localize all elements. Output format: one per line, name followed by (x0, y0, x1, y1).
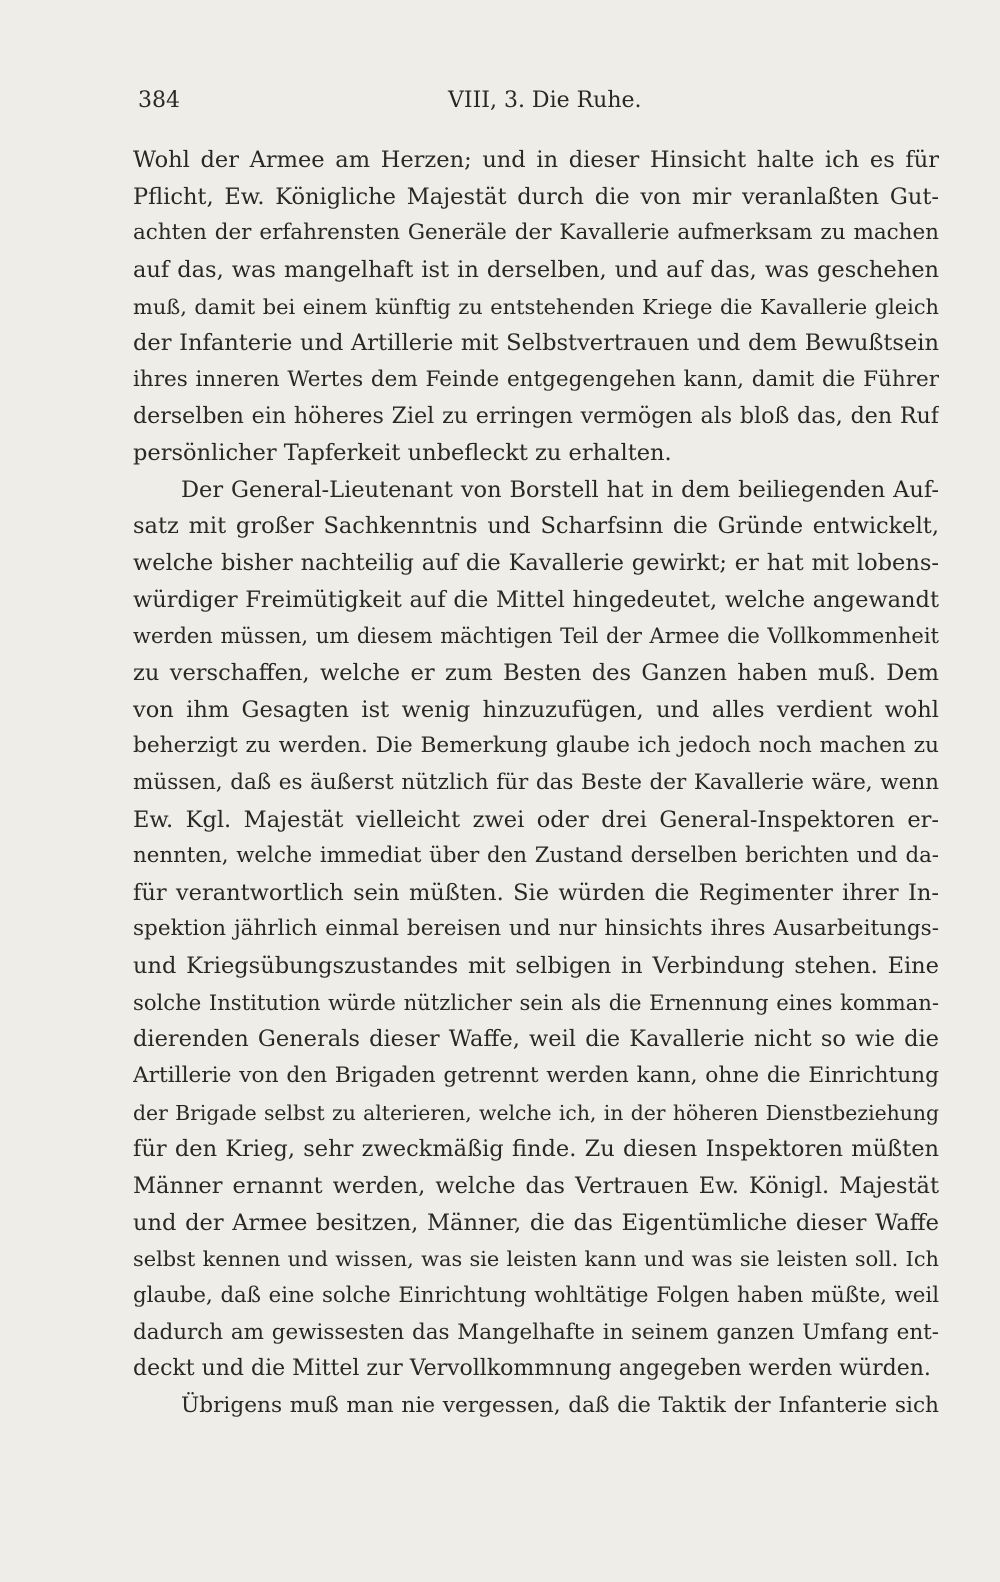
running-head: VIII, 3. Die Ruhe. (448, 88, 642, 113)
text-line: satz mit großer Sachkenntnis und Scharfsinn die Gründe entwickelt, (133, 513, 939, 540)
text-line: persönlicher Tapferkeit unbefleckt zu erhalten. (133, 440, 672, 467)
page-number: 384 (138, 88, 180, 113)
text-line: von ihm Gesagten ist wenig hinzuzufügen, und alles verdient wohl (133, 696, 939, 723)
text-line: der Infanterie und Artillerie mit Selbstvertrauen und dem Bewußtsein (133, 330, 939, 357)
text-line: beherzigt zu werden. Die Bemerkung glaube ich jedoch noch machen zu (133, 733, 939, 759)
text-line: spektion jährlich einmal bereisen und nur hinsichts ihres Ausarbeitungs- (133, 916, 939, 942)
text-line: auf das, was mangelhaft ist in derselben, und auf das, was geschehen (133, 256, 939, 283)
text-line: achten der erfahrensten Generäle der Kavallerie aufmerksam zu machen (133, 220, 939, 246)
text-line: werden müssen, um diesem mächtigen Teil der Armee die Vollkommenheit (133, 623, 939, 649)
text-line: der Brigade selbst zu alterieren, welche ich, in der höheren Dienstbeziehung (133, 1100, 939, 1125)
text-line: für den Krieg, sehr zweckmäßig finde. Zu diesen Inspektoren müßten (133, 1136, 939, 1163)
text-line: würdiger Freimütigkeit auf die Mittel hingedeutet, welche angewandt (133, 586, 939, 613)
text-line: solche Institution würde nützlicher sein als die Ernennung eines komman- (133, 989, 939, 1015)
text-line: nennten, welche immediat über den Zustand derselben berichten und da- (133, 843, 939, 869)
text-line: und der Armee besitzen, Männer, die das Eigentümliche dieser Waffe (133, 1209, 939, 1236)
text-line: Der General-Lieutenant von Borstell hat in dem beiliegenden Auf- (181, 476, 939, 503)
text-line: derselben ein höheres Ziel zu erringen vermögen als bloß das, den Ruf (133, 403, 939, 430)
text-line: glaube, daß eine solche Einrichtung wohltätige Folgen haben müßte, weil (133, 1282, 939, 1308)
text-line: deckt und die Mittel zur Vervollkommnung angegeben werden würden. (133, 1356, 931, 1382)
text-line: muß, damit bei einem künftig zu entstehenden Kriege die Kavallerie gleich (133, 294, 939, 319)
text-line: Pflicht, Ew. Königliche Majestät durch die von mir veranlaßten Gut- (133, 183, 939, 210)
text-line: zu verschaffen, welche er zum Besten des Ganzen haben muß. Dem (133, 659, 939, 686)
text-line: Ew. Kgl. Majestät vielleicht zwei oder drei General-Inspektoren er- (133, 806, 939, 833)
text-line: für verantwortlich sein müßten. Sie würden die Regimenter ihrer In- (133, 879, 939, 906)
text-line: selbst kennen und wissen, was sie leisten kann und was sie leisten soll. Ich (133, 1247, 939, 1272)
text-line: Wohl der Armee am Herzen; und in dieser Hinsicht halte ich es für (133, 147, 939, 173)
body-text (133, 142, 939, 1424)
text-line: Artillerie von den Brigaden getrennt werden kann, ohne die Einrichtung (133, 1063, 939, 1089)
text-line: dadurch am gewissesten das Mangelhafte in seinem ganzen Umfang ent- (133, 1319, 939, 1345)
page-header (138, 88, 938, 122)
text-line: müssen, daß es äußerst nützlich für das Beste der Kavallerie wäre, wenn (133, 769, 939, 795)
text-line: und Kriegsübungszustandes mit selbigen in Verbindung stehen. Eine (133, 953, 939, 980)
text-line: Männer ernannt werden, welche das Vertrauen Ew. Königl. Majestät (133, 1172, 939, 1199)
text-line: ihres inneren Wertes dem Feinde entgegengehen kann, damit die Führer (133, 366, 939, 392)
text-line: dierenden Generals dieser Waffe, weil die Kavallerie nicht so wie die (133, 1026, 939, 1053)
text-line: Übrigens muß man nie vergessen, daß die Taktik der Infanterie sich (181, 1392, 939, 1418)
text-line: welche bisher nachteilig auf die Kavallerie gewirkt; er hat mit lobens- (133, 550, 939, 577)
